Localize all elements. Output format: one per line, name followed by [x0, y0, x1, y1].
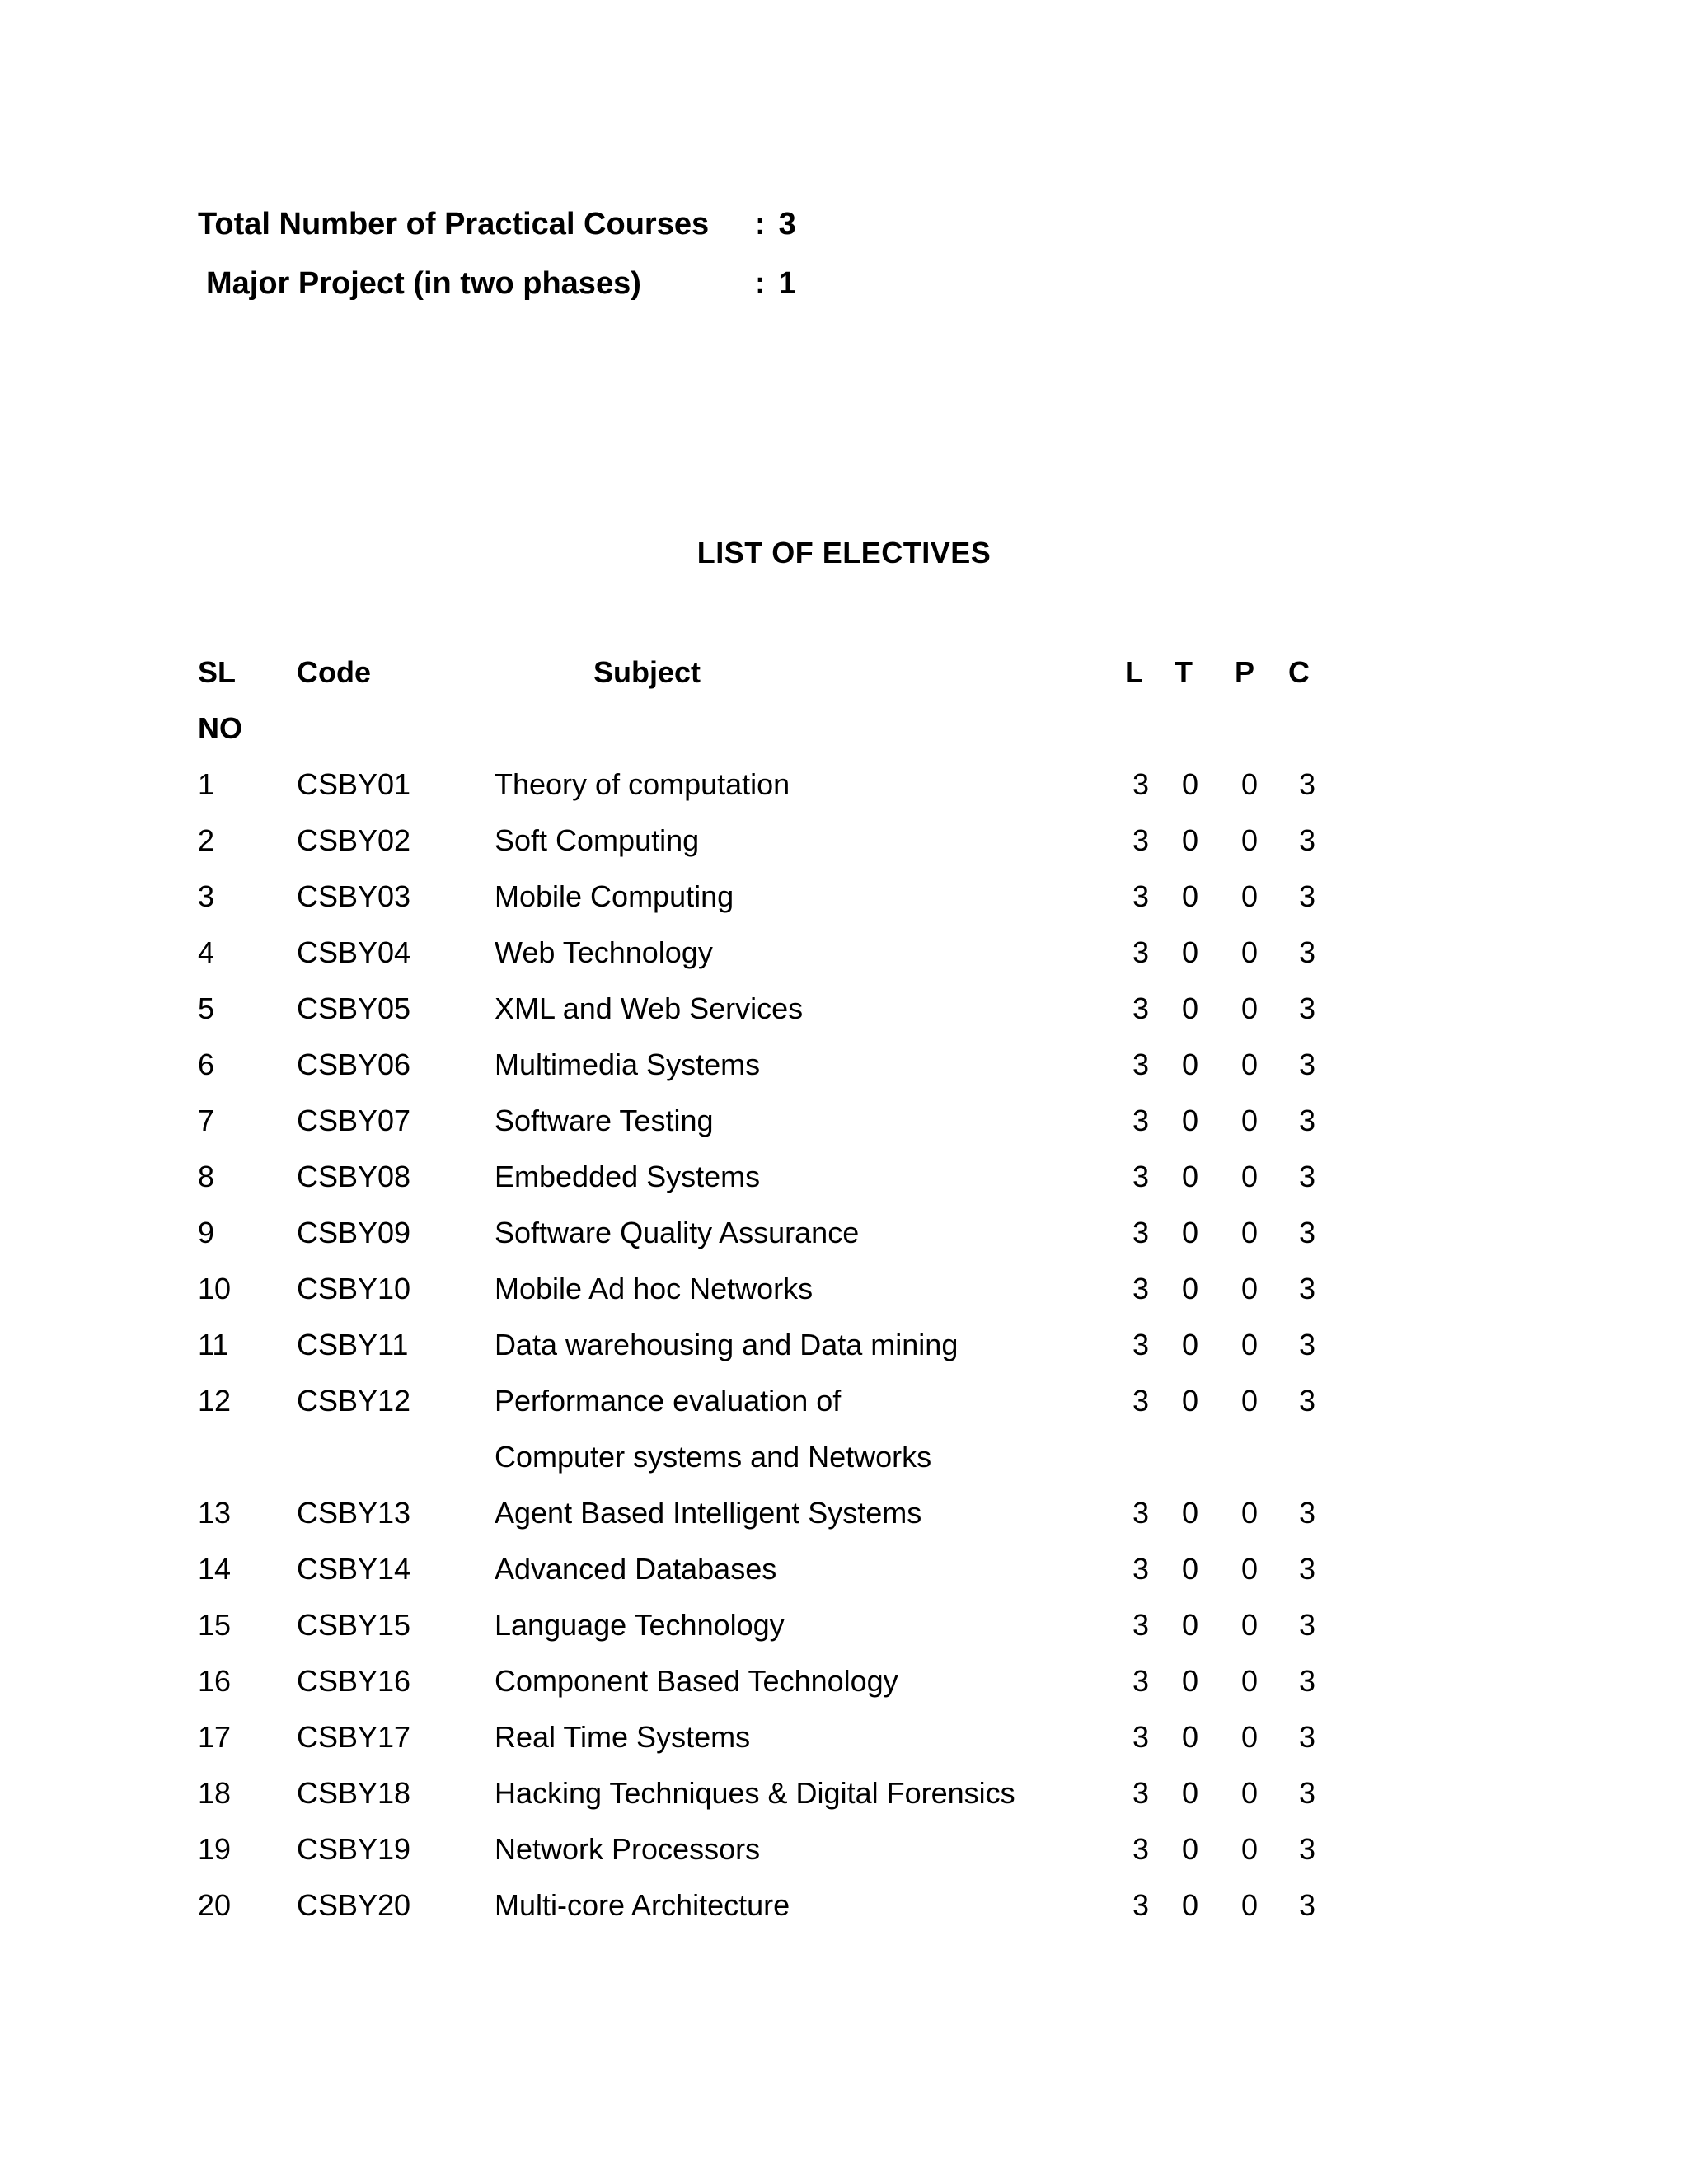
table-body — [198, 757, 1352, 1933]
cell-t: 0 — [1181, 1832, 1199, 1866]
cell-sl: 17 — [198, 1720, 232, 1754]
cell-c: 3 — [1298, 879, 1316, 913]
cell-c: 3 — [1298, 1047, 1316, 1081]
cell-l: 3 — [1132, 1272, 1150, 1305]
major-project-label: Major Project (in two phases) — [206, 265, 641, 301]
header-sl: SL — [198, 655, 237, 689]
cell-p: 0 — [1240, 1328, 1259, 1361]
cell-sl: 16 — [198, 1664, 232, 1698]
cell-code: CSBY02 — [297, 823, 411, 857]
cell-sl: 14 — [198, 1552, 232, 1586]
cell-sl: 3 — [198, 879, 215, 913]
cell-t: 0 — [1181, 1664, 1199, 1698]
cell-t: 0 — [1181, 1608, 1199, 1642]
cell-l: 3 — [1132, 1328, 1150, 1361]
practical-courses-value: 3 — [778, 206, 796, 241]
cell-c: 3 — [1298, 1720, 1316, 1754]
table-row — [198, 1653, 1352, 1709]
cell-code: CSBY10 — [297, 1272, 411, 1305]
cell-p: 0 — [1240, 1720, 1259, 1754]
cell-subject: Data warehousing and Data mining — [495, 1328, 959, 1361]
practical-courses-line — [198, 194, 796, 254]
cell-sl: 4 — [198, 935, 215, 969]
header-c: C — [1288, 655, 1310, 689]
cell-p: 0 — [1240, 1272, 1259, 1305]
cell-code: CSBY06 — [297, 1047, 411, 1081]
table-row — [198, 1597, 1352, 1653]
cell-code: CSBY13 — [297, 1496, 411, 1530]
cell-l: 3 — [1132, 1552, 1150, 1586]
table-row — [198, 757, 1352, 813]
cell-c: 3 — [1298, 1552, 1316, 1586]
cell-code: CSBY11 — [297, 1328, 409, 1361]
cell-p: 0 — [1240, 1608, 1259, 1642]
cell-sl: 15 — [198, 1608, 232, 1642]
cell-code: CSBY05 — [297, 991, 411, 1025]
cell-t: 0 — [1181, 935, 1199, 969]
cell-subject: Web Technology — [495, 935, 713, 969]
cell-p: 0 — [1240, 1776, 1259, 1810]
cell-code: CSBY14 — [297, 1552, 411, 1586]
cell-subject: Theory of computation — [495, 767, 790, 801]
cell-sl: 18 — [198, 1776, 232, 1810]
cell-l: 3 — [1132, 879, 1150, 913]
table-row — [198, 925, 1352, 981]
cell-t: 0 — [1181, 1720, 1199, 1754]
table-row — [198, 1877, 1352, 1933]
electives-title: LIST OF ELECTIVES — [696, 536, 992, 569]
cell-p: 0 — [1240, 935, 1259, 969]
cell-code: CSBY15 — [297, 1608, 411, 1642]
cell-sl: 10 — [198, 1272, 232, 1305]
practical-courses-label: Total Number of Practical Courses — [198, 206, 710, 241]
cell-c: 3 — [1298, 991, 1316, 1025]
cell-l: 3 — [1132, 1160, 1150, 1193]
cell-t: 0 — [1181, 991, 1199, 1025]
major-project-line — [198, 254, 796, 313]
cell-p: 0 — [1240, 1888, 1259, 1922]
cell-sl: 1 — [198, 767, 215, 801]
cell-l: 3 — [1132, 823, 1150, 857]
cell-p: 0 — [1240, 767, 1259, 801]
cell-code: CSBY03 — [297, 879, 411, 913]
cell-subject: Network Processors — [495, 1832, 761, 1866]
cell-code: CSBY12 — [297, 1384, 411, 1418]
cell-sl: 7 — [198, 1104, 215, 1137]
cell-subject: Agent Based Intelligent Systems — [495, 1496, 922, 1530]
cell-l: 3 — [1132, 1888, 1150, 1922]
table-row — [198, 1149, 1352, 1205]
table-header-row — [198, 644, 1352, 701]
cell-code: CSBY01 — [297, 767, 411, 801]
cell-l: 3 — [1132, 767, 1150, 801]
cell-subject: Software Testing — [495, 1104, 714, 1137]
cell-t: 0 — [1181, 1104, 1199, 1137]
cell-c: 3 — [1298, 935, 1316, 969]
cell-c: 3 — [1298, 1160, 1316, 1193]
table-row — [198, 1205, 1352, 1261]
cell-code: CSBY18 — [297, 1776, 411, 1810]
separator: : — [755, 206, 766, 241]
table-row — [198, 981, 1352, 1037]
cell-t: 0 — [1181, 1496, 1199, 1530]
header-code: Code — [297, 655, 371, 689]
cell-p: 0 — [1240, 991, 1259, 1025]
cell-c: 3 — [1298, 1272, 1316, 1305]
cell-t: 0 — [1181, 1328, 1199, 1361]
cell-l: 3 — [1132, 1216, 1150, 1249]
cell-t: 0 — [1181, 1160, 1199, 1193]
table-row — [198, 1373, 1352, 1429]
cell-subject: Hacking Techniques & Digital Forensics — [495, 1776, 1015, 1810]
cell-c: 3 — [1298, 823, 1316, 857]
table-row — [198, 869, 1352, 925]
table-row — [198, 1765, 1352, 1821]
cell-code: CSBY09 — [297, 1216, 411, 1249]
table-row — [198, 1317, 1352, 1373]
header-l: L — [1125, 655, 1143, 689]
major-project-value: 1 — [778, 265, 796, 301]
cell-l: 3 — [1132, 1496, 1150, 1530]
cell-p: 0 — [1240, 1384, 1259, 1418]
cell-c: 3 — [1298, 1776, 1316, 1810]
table-row — [198, 1821, 1352, 1877]
header-subject: Subject — [593, 655, 701, 689]
cell-code: CSBY20 — [297, 1888, 411, 1922]
cell-code: CSBY07 — [297, 1104, 411, 1137]
separator: : — [755, 265, 766, 301]
cell-t: 0 — [1181, 1216, 1199, 1249]
cell-l: 3 — [1132, 1720, 1150, 1754]
cell-subject: Mobile Computing — [495, 879, 734, 913]
cell-subject: Multi-core Architecture — [495, 1888, 790, 1922]
cell-c: 3 — [1298, 767, 1316, 801]
cell-l: 3 — [1132, 935, 1150, 969]
cell-sl: 13 — [198, 1496, 232, 1530]
cell-t: 0 — [1181, 879, 1199, 913]
header-no: NO — [198, 711, 242, 745]
cell-code: CSBY08 — [297, 1160, 411, 1193]
cell-c: 3 — [1298, 1832, 1316, 1866]
cell-p: 0 — [1240, 1552, 1259, 1586]
cell-subject-continuation: Computer systems and Networks — [495, 1440, 932, 1474]
cell-c: 3 — [1298, 1104, 1316, 1137]
cell-c: 3 — [1298, 1384, 1316, 1418]
cell-sl: 19 — [198, 1832, 232, 1866]
cell-sl: 12 — [198, 1384, 232, 1418]
cell-c: 3 — [1298, 1664, 1316, 1698]
table-row — [198, 1093, 1352, 1149]
cell-subject: Component Based Technology — [495, 1664, 898, 1698]
cell-subject: Multimedia Systems — [495, 1047, 761, 1081]
cell-subject: Mobile Ad hoc Networks — [495, 1272, 814, 1305]
cell-t: 0 — [1181, 1272, 1199, 1305]
cell-l: 3 — [1132, 1047, 1150, 1081]
cell-code: CSBY19 — [297, 1832, 411, 1866]
cell-p: 0 — [1240, 1160, 1259, 1193]
cell-t: 0 — [1181, 1384, 1199, 1418]
cell-subject: XML and Web Services — [495, 991, 804, 1025]
cell-p: 0 — [1240, 879, 1259, 913]
cell-subject: Embedded Systems — [495, 1160, 761, 1193]
cell-sl: 9 — [198, 1216, 215, 1249]
course-summary — [198, 194, 796, 313]
cell-subject: Advanced Databases — [495, 1552, 777, 1586]
cell-c: 3 — [1298, 1216, 1316, 1249]
table-row — [198, 1485, 1352, 1541]
cell-p: 0 — [1240, 823, 1259, 857]
cell-subject: Soft Computing — [495, 823, 700, 857]
cell-subject: Language Technology — [495, 1608, 785, 1642]
cell-p: 0 — [1240, 1047, 1259, 1081]
cell-l: 3 — [1132, 1664, 1150, 1698]
table-row — [198, 1541, 1352, 1597]
cell-t: 0 — [1181, 1552, 1199, 1586]
cell-l: 3 — [1132, 1776, 1150, 1810]
cell-p: 0 — [1240, 1496, 1259, 1530]
header-t: T — [1175, 655, 1193, 689]
cell-code: CSBY16 — [297, 1664, 411, 1698]
cell-subject: Real Time Systems — [495, 1720, 751, 1754]
cell-sl: 20 — [198, 1888, 232, 1922]
table-row — [198, 1037, 1352, 1093]
header-p: P — [1234, 655, 1254, 689]
cell-subject: Performance evaluation of — [495, 1384, 842, 1418]
table-row — [198, 1261, 1352, 1317]
cell-t: 0 — [1181, 823, 1199, 857]
cell-sl: 8 — [198, 1160, 215, 1193]
cell-t: 0 — [1181, 1047, 1199, 1081]
cell-l: 3 — [1132, 1832, 1150, 1866]
table-row-continuation — [198, 1429, 1352, 1485]
cell-sl: 5 — [198, 991, 215, 1025]
electives-table — [198, 644, 1352, 1933]
cell-c: 3 — [1298, 1328, 1316, 1361]
cell-p: 0 — [1240, 1832, 1259, 1866]
cell-l: 3 — [1132, 991, 1150, 1025]
cell-c: 3 — [1298, 1888, 1316, 1922]
cell-c: 3 — [1298, 1496, 1316, 1530]
cell-t: 0 — [1181, 1888, 1199, 1922]
cell-l: 3 — [1132, 1384, 1150, 1418]
table-row — [198, 1709, 1352, 1765]
cell-p: 0 — [1240, 1216, 1259, 1249]
cell-subject: Software Quality Assurance — [495, 1216, 860, 1249]
cell-p: 0 — [1240, 1664, 1259, 1698]
cell-sl: 2 — [198, 823, 215, 857]
cell-c: 3 — [1298, 1608, 1316, 1642]
cell-sl: 11 — [198, 1328, 229, 1361]
cell-l: 3 — [1132, 1608, 1150, 1642]
cell-l: 3 — [1132, 1104, 1150, 1137]
cell-t: 0 — [1181, 767, 1199, 801]
table-header-row-2 — [198, 701, 1352, 757]
cell-code: CSBY17 — [297, 1720, 411, 1754]
cell-t: 0 — [1181, 1776, 1199, 1810]
cell-p: 0 — [1240, 1104, 1259, 1137]
cell-sl: 6 — [198, 1047, 215, 1081]
cell-code: CSBY04 — [297, 935, 411, 969]
table-row — [198, 813, 1352, 869]
